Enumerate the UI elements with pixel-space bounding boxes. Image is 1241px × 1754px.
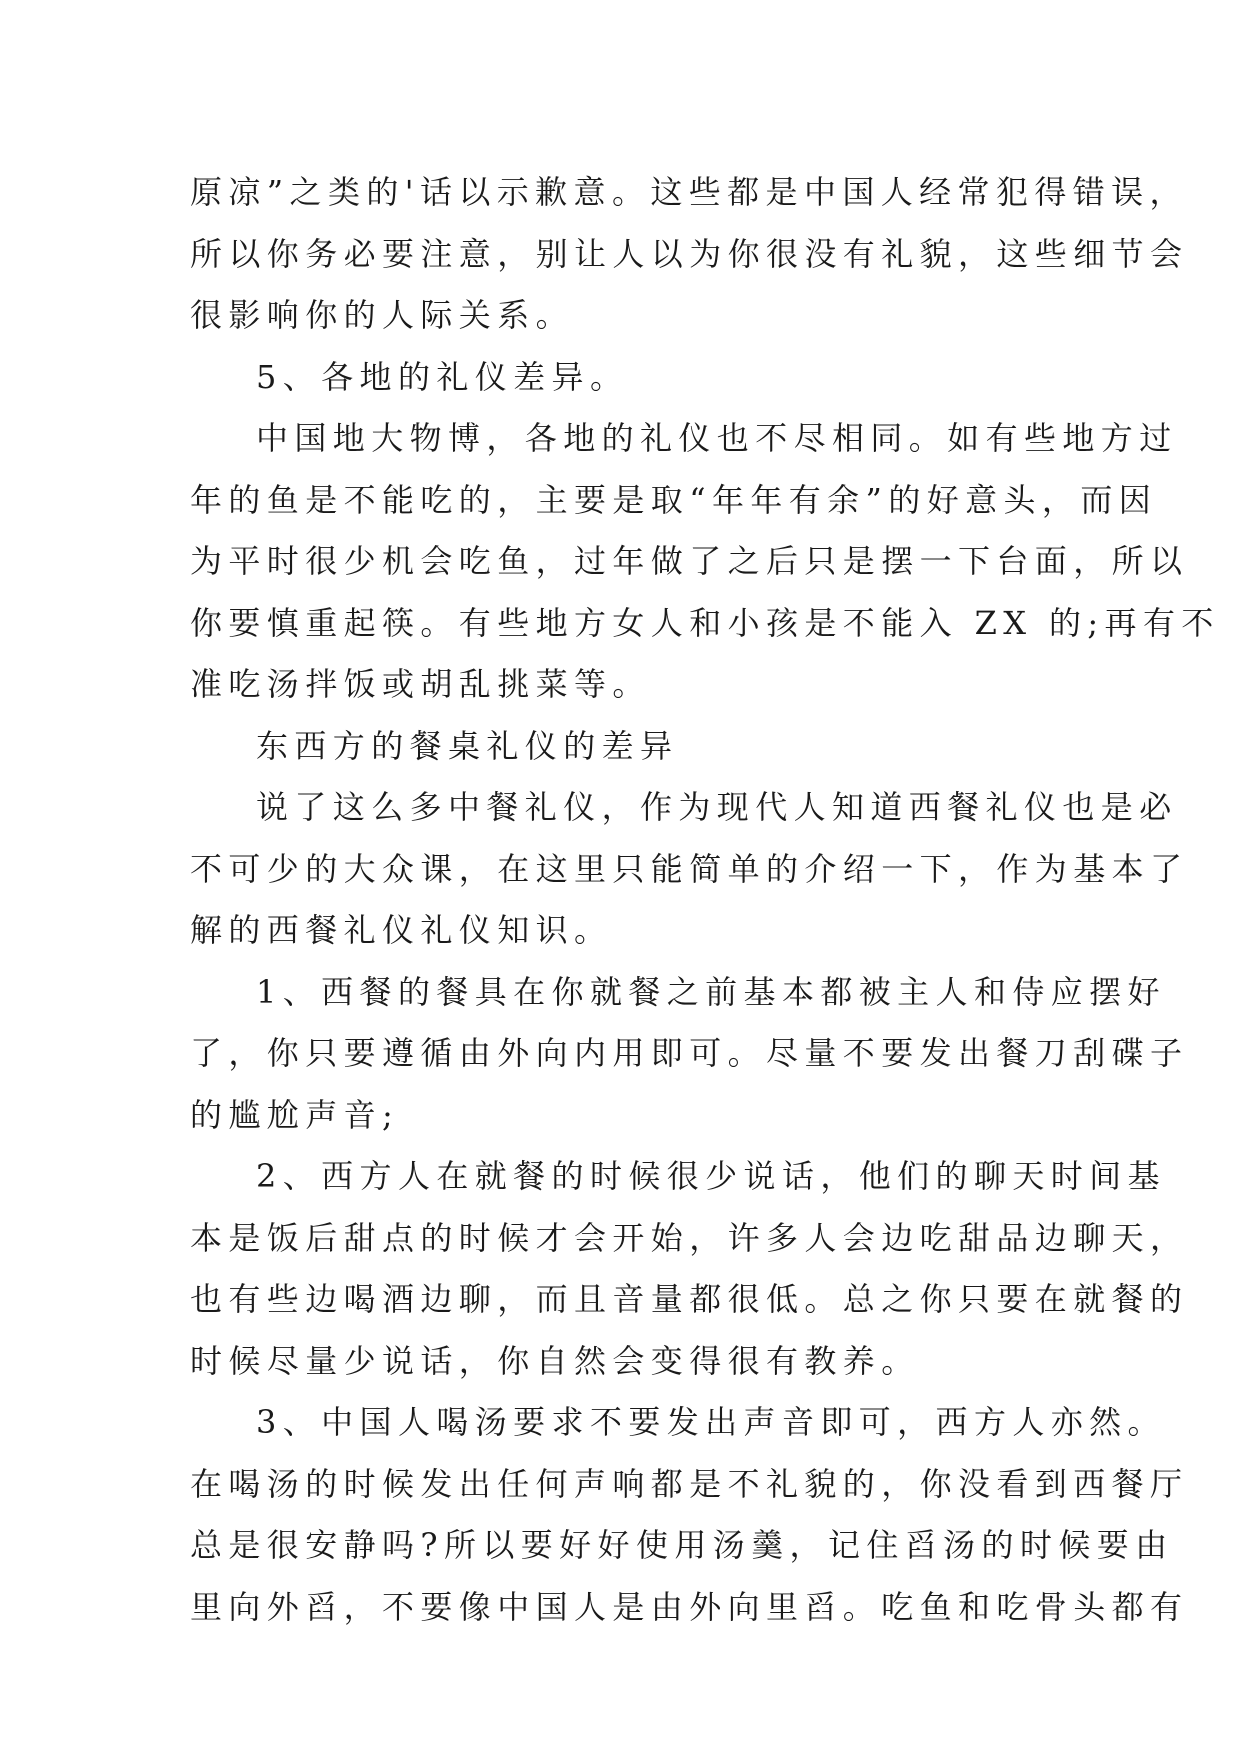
text-line: 原凉”之类的'话以示歉意。这些都是中国人经常犯得错误，: [190, 173, 1188, 211]
paragraph-start: 中国地大物博，各地的礼仪也不尽相同。如有些地方过: [256, 419, 1178, 457]
section-heading: 5、各地的礼仪差异。: [256, 357, 629, 396]
paragraph-start: 3、中国人喝汤要求不要发出声音即可，西方人亦然。: [256, 1403, 1166, 1441]
paragraph-start: 说了这么多中餐礼仪，作为现代人知道西餐礼仪也是必: [256, 788, 1178, 826]
text-line: 为平时很少机会吃鱼，过年做了之后只是摆一下台面，所以: [190, 542, 1189, 580]
text-line: 准吃汤拌饭或胡乱挑菜等。: [190, 665, 651, 703]
text-line: 总是很安静吗?所以要好好使用汤羹，记住舀汤的时候要由: [190, 1526, 1174, 1564]
text-line: 的尴尬声音;: [190, 1095, 400, 1134]
text-line: 解的西餐礼仪礼仪知识。: [190, 911, 613, 949]
text-line: 你要慎重起筷。有些地方女人和小孩是不能入 ZX 的;再有不: [190, 603, 1220, 642]
paragraph-start: 1、西餐的餐具在你就餐之前基本都被主人和侍应摆好: [256, 972, 1166, 1011]
text-line: 也有些边喝酒边聊，而且音量都很低。总之你只要在就餐的: [190, 1280, 1189, 1318]
text-line: 时候尽量少说话，你自然会变得很有教养。: [190, 1341, 920, 1380]
text-line: 很影响你的人际关系。: [190, 296, 575, 334]
text-line: 本是饭后甜点的时候才会开始，许多人会边吃甜品边聊天，: [190, 1218, 1189, 1257]
text-line: 了，你只要遵循由外向内用即可。尽量不要发出餐刀刮碟子: [190, 1034, 1189, 1072]
text-line: 年的鱼是不能吃的，主要是取“年年有余”的好意头，而因: [190, 480, 1158, 519]
text-line: 不可少的大众课，在这里只能简单的介绍一下，作为基本了: [190, 849, 1189, 888]
text-line: 所以你务必要注意，别让人以为你很没有礼貌，这些细节会: [190, 234, 1189, 273]
section-heading: 东西方的餐桌礼仪的差异: [256, 726, 679, 765]
document-body: [190, 162, 1220, 1638]
paragraph-start: 2、西方人在就餐的时候很少说话，他们的聊天时间基: [256, 1157, 1166, 1195]
text-line: 里向外舀，不要像中国人是由外向里舀。吃鱼和吃骨头都有: [190, 1587, 1189, 1626]
text-line: 在喝汤的时候发出任何声响都是不礼貌的，你没看到西餐厅: [190, 1464, 1189, 1503]
